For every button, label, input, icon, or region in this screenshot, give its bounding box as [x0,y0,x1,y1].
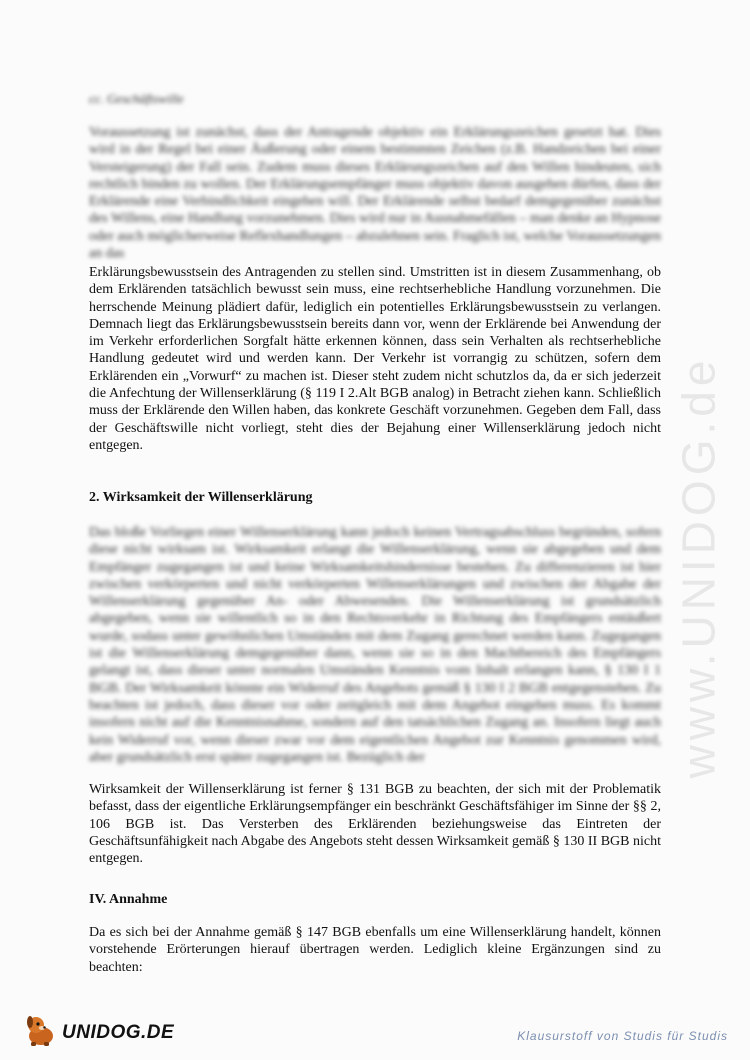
heading-wirksamkeit: 2. Wirksamkeit der Willenserklärung [89,490,313,505]
paragraph-erklaerungsbewusstsein: Erklärungsbewusstsein des Antragenden zu stellen sind. Umstritten ist in diesem Zusammenhang, ob dem Erklärenden tatsächlich bewusst sein muss, eine rechtserhebliche Handlung vorzunehmen. Die herrschende Meinung plädiert dafür, lediglich ein potentielles Erklärungsbewusstsein zu verlangen. Demnach liegt das Erklärungsbewusstsein bereits dann vor, wenn der Erklärende bei Anwendung der im Verkehr erforderlichen Sorgfalt hätte erkennen können, dass sein Verhalten als rechtserhebliche Handlung gedeutet wird und werden kann. Der Verkehr ist vorrangig zu schützen, sofern dem Erklärenden ein „Vorwurf“ zu machen ist. Dieser steht zudem nicht schutzlos da, da er sich jederzeit die Anfechtung der Willenserklärung (§ 119 I 2.Alt BGB analog) in Betracht ziehen kann. Schließlich muss der Erklärende den Willen haben, das konkrete Geschäft vorzunehmen. Gegeben dem Fall, dass der Geschäftswille nicht vorliegt, steht dies der Bejahung einer Willenserklärung jedoch nicht entgegen. [89,265,661,453]
watermark: www.UNIDOG.de [672,355,725,779]
heading-annahme: IV. Annahme [89,892,168,907]
footer-logo[interactable] [22,1013,174,1052]
blurred-paragraph-wirksamkeit: Das bloße Vorliegen einer Willenserklärung kann jedoch keinen Vertragsabschluss begründen, sofern diese nicht wirksam ist. Wirksamkeit erlangt die Willenserklärung, wenn sie abgegeben und dem Empfänger zugegangen ist und keine Wirksamkeitshindernisse bestehen. Zu differenzieren ist hier zwischen verkörperten und nicht verkörperten Willenserklärungen und zwischen der Abgabe der Willenserklärung gegenüber An- oder Abwesenden. Die Willenserklärung ist grundsätzlich abgegeben, wenn sie willentlich so in den Rechtsverkehr in Richtung des Empfängers entäußert wurde, sodass unter gewöhnlichen Umständen mit dem Zugang gerechnet werden kann. Zugegangen ist die Willenserklärung demgegenüber dann, wenn sie so in den Machtbereich des Empfängers gelangt ist, dass dieser unter normalen Umständen Kenntnis vom Inhalt erlangen kann, § 130 I 1 BGB. Der Wirksamkeit könnte ein Widerruf des Angebots gemäß § 130 I 2 BGB entgegenstehen. Zu beachten ist jedoch, dass dieser vor oder zeitgleich mit dem Angebot eingehen muss. Es kommt insofern nicht auf die Kenntnisnahme, sondern auf den tatsächlichen Zugang an. Insofern liegt auch kein Widerruf vor, wenn dieser zwar vor dem eigentlichen Angebot zur Kenntnis genommen wird, aber grundsätzlich erst später zugegangen ist. Bezüglich der [89,525,661,765]
footer-slogan: Klausurstoff von Studis für Studis [517,1029,728,1043]
subheading-geschaeftswille: cc. Geschäftswille [89,91,184,106]
paragraph-annahme: Da es sich bei der Annahme gemäß § 147 BGB ebenfalls um eine Willenserklärung handelt, können vorstehende Erörterungen hierauf übertragen werden. Lediglich kleine Ergänzungen sind zu beachten: [89,925,661,975]
blurred-paragraph-top: Voraussetzung ist zunächst, dass der Antragende objektiv ein Erklärungszeichen gesetzt hat. Dies wird in der Regel bei einer Äußerung oder einem bestimmten Zeichen (z.B. Handzeichen bei einer Versteigerung) der Fall sein. Zudem muss dieses Erklärungszeichen auf den Willen hindeuten, sich rechtlich binden zu wollen. Der Erklärungsempfänger muss objektiv davon ausgehen dürfen, dass der Erklärende eine Verbindlichkeit eingehen will. Der Erklärende selbst bedarf demgegenüber zunächst des Willens, eine Handlung vorzunehmen. Dies wird nur in Ausnahmefällen – man denke an Hypnose oder auch möglicherweise Reflexhandlungen – abzulehnen sein. Fraglich ist, welche Voraussetzungen an das [89,125,661,262]
dog-mascot-icon [22,1013,60,1052]
paragraph-wirksamkeit: Wirksamkeit der Willenserklärung ist ferner § 131 BGB zu beachten, der sich mit der Problematik befasst, dass der eigentliche Erklärungsempfänger ein beschränkt Geschäftsfähiger im Sinne der §§ 2, 106 BGB ist. Das Versterben des Erklärenden beziehungsweise das Eintreten der Geschäftsunfähigkeit nach Abgabe des Angebots steht dessen Wirksamkeit gemäß § 130 II BGB nicht entgegen. [89,782,661,867]
logo-text: UNIDOG.DE [62,1021,175,1043]
